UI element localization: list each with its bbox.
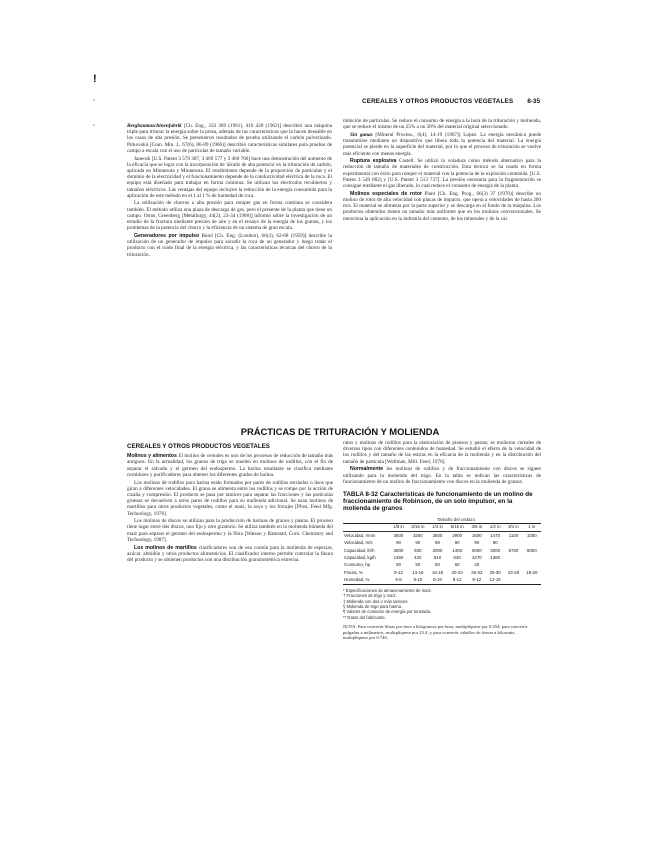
table-cell: 910 <box>433 554 442 560</box>
table-cell: 9-12 <box>394 569 403 575</box>
table-cell: 920 <box>414 547 422 553</box>
table-span-header: Tamaño del cedazo <box>436 516 476 522</box>
paragraph <box>127 156 332 199</box>
paragraph-lead: Generadores por impulso <box>134 232 200 239</box>
table-cell: Humedad, % <box>343 576 390 584</box>
table-cell: 50 <box>435 562 440 568</box>
table-cell <box>504 576 522 584</box>
table-cell: 60 <box>454 562 460 568</box>
paragraph-lead: Los molinos de martillos <box>134 544 197 551</box>
paragraph-text: Bond [Ch. Eng. (London), 66(3), 62-68 (1959)] describe la utilización de un generador de impulso para sacudir la roca de un generador y luego tratar el producto con el ruido final de la energía eléctrica, y las características técnicas del chorro de la trituración. <box>127 232 332 258</box>
paragraph <box>343 158 541 189</box>
running-head-title: CEREALES Y OTROS PRODUCTOS VEGETALES <box>362 98 514 105</box>
table-cell: Capacidad, kg/h <box>344 554 376 560</box>
table-cell: 8-10 <box>428 576 446 584</box>
table-cell: 23-28 <box>507 569 520 575</box>
footnote: § Molienda de trigo para harina. <box>343 604 403 610</box>
page-number: 8-35 <box>527 98 540 105</box>
table-header-cell: 1/4 in <box>428 523 446 531</box>
paragraph <box>127 233 332 258</box>
table-row <box>343 576 541 584</box>
table-cell: 25 <box>474 562 480 568</box>
table-body <box>343 532 541 585</box>
paragraph-text: Janecek [U.S. Patent 3 579 387, 3 469 577 y 3 460 706] hace una demostración del aumento de la eficacia que se logra con la incorporación de 'álcalis de alta potencia' en la trituración de carbón, aplicada en Minnesota y Minnesota. El rendimiento depende de la proporción de partículas y el dominio de la electricidad y el funcionamiento depende de la conductividad eléctrica de la roca. El equipo está diseñado para trabajar en forma continua. Se utilizan los electrodos recubiertos y tamaños eléctricos. Las ventajas del equipo incluyen la reducción de la energía consumida para la aplicación de este método en el 1 al 1 % de humedad de roca. <box>127 155 332 199</box>
footnote: ‡ Molienda con dos o más tamices. <box>343 598 409 604</box>
table-cell: 90 <box>492 540 498 546</box>
margin-mark: · <box>93 98 95 104</box>
table-header-cell: 1/2 in <box>486 523 504 531</box>
paragraph-text: [Mineral Process., 6(4), 14-19 (1967)] Lopez. La energía mecánica puede transmitirse mediante un dispositivo que libera toda la potencia del material. La energía potencial se pierde en la superficie del material, por lo que el proceso de trituración se vuelve más eficiente con menos energía. <box>343 131 542 157</box>
table-row <box>343 547 541 554</box>
table-cell: 2900 <box>452 532 463 538</box>
table-row <box>343 562 541 569</box>
paragraph <box>127 123 332 154</box>
table-cell: 1100 <box>508 532 519 538</box>
table-note: NOTA: Para convertir libras por hora a kilogramos por hora, multiplíquese por 0.454; para convertir pulgadas a milímetros, multiplíquese por 25.4; y para convertir caballos de fuerza a kilowatts, multiplíquese por 0.746. <box>343 624 528 641</box>
paragraph <box>343 132 541 157</box>
table-cell: 5700 <box>508 547 519 553</box>
table-cell: 2000 <box>432 547 443 553</box>
table-header-row <box>343 523 541 531</box>
table-header-cell: 5/16 in <box>447 523 468 531</box>
table-cell: 90 <box>435 540 440 546</box>
table-cell: 25-32 <box>471 569 483 575</box>
paragraph-text: Plant [Ch. Eng. Prog., 66(3) 37 (1970)] describe un molino de rotor de alta velocidad con placas de impacto, que opera a velocidades de hasta 200 m/s. El material se alimenta por la parte superior y se descarga en el fondo de la máquina. Los productos obtenidos tienen un tamaño más uniforme que en los molinos convencionales. Se menciona la aplicación en la industria del cemento, de los minerales y de la cal. <box>343 190 541 222</box>
running-head <box>362 98 540 105</box>
table-cell <box>523 576 541 584</box>
table-cell: 3500 <box>432 532 443 538</box>
table-cell: 25-30 <box>489 569 501 575</box>
table-cell: 90 <box>454 540 460 546</box>
table-header-cell: 3/16 in <box>407 523 428 531</box>
paragraph-lead: Normalmente <box>350 466 384 473</box>
paragraph-lead: Sin ganas <box>350 131 373 138</box>
footnote: † Fracciones de trigo y maíz. <box>343 593 397 599</box>
table-cell: 640 <box>453 554 461 560</box>
table-cell: Capacidad, lb/h <box>344 547 375 553</box>
footnote: ¶ Valores de consumo de energía por tonelada. <box>343 609 432 615</box>
table-cell: 1400 <box>452 547 463 553</box>
paragraph <box>127 518 333 543</box>
table-cell: 2270 <box>471 554 482 560</box>
paragraph-text: Los molinos de rodillos para harina están formados por pares de rodillos estriados o lisos que giran a diferentes velocidades. El grano se alimenta entre los rodillos y se rompe por la acción de cizalla y compresión. El producto se pasa por tamices para separar las fracciones y las partículas gruesas se devuelven a otros pares de rodillos para su molienda adicional. Se usan molinos de martillos para otros productos vegetales, como el maíz, la soya y los forrajes [Pfost, Feed Mfg. Technology, 1976]. <box>127 479 333 517</box>
paragraph <box>343 466 541 485</box>
table-cell: 1470 <box>490 532 501 538</box>
table-cell <box>504 540 522 547</box>
table-cell: 3000 <box>490 547 501 553</box>
paragraph-text: La utilización de chorros a alta presión para romper gas en forma continua se considera también. El método utiliza una plaza de descarga de gas, pero el presente de la planta que tiene un campo. Otros, Greenberg [Metallurgy, 44(2), 23-34 (1968)] informó sobre la investigación de un estudio de la fractura mediante presión de aire y en el ensayo de la energía de los granos, y los problemas de la potencia del chorro y la eficiencia de un sistema de gran escala. <box>127 200 332 232</box>
table-header-cell: 1 in <box>523 523 541 531</box>
table-header-cell: 3/4 in <box>504 523 522 531</box>
paragraph-text: Los molinos de discos se utilizan para la producción de harinas de granos y pastas. El proceso tiene lugar entre dos discos, uno fijo y otro giratorio. Se utiliza también en la molienda húmeda del maíz para separar el germen del endospermo y la fibra [Watson y Ramstad, Corn: Chemistry and Technology, 1987]. <box>127 518 333 543</box>
paragraph <box>127 200 332 231</box>
table-cell: 90 <box>474 540 480 546</box>
subsection-heading: CEREALES Y OTROS PRODUCTOS VEGETALES <box>127 443 270 450</box>
table-cell <box>486 562 504 569</box>
footnote: * Especificaciones de almacenamiento de maíz. <box>343 587 432 593</box>
table-cell: 9-12 <box>468 576 486 584</box>
table-cell: 90 <box>396 540 401 546</box>
paragraph-text: mitución de partículas. Se reduce el consumo de energía a la hora de la trituración y molienda, que se reduce el mismo de un 25% a un 30% del material original seleccionado. <box>343 118 541 131</box>
paragraph-lead: Ruptura explosiva <box>350 158 397 165</box>
table-header-cell: 3/8 in <box>468 523 486 531</box>
paragraph <box>127 480 333 517</box>
paragraph-text: los molinos de rodillos y de fraccionamiento con discos se siguen utilizando para la molienda del trigo. En la tabla se indican las características de funcionamiento de un molino de fraccionamiento con discos en la molienda de granos. <box>343 466 541 485</box>
table-cell: 9000 <box>526 547 537 553</box>
table-row <box>343 569 541 576</box>
table-cell: 60 <box>396 562 401 568</box>
paragraph <box>127 545 333 564</box>
table-footnotes <box>343 588 541 620</box>
table-row <box>343 540 541 547</box>
table-cell: 14-16 <box>412 569 424 575</box>
table-cell: 18-20 <box>526 569 538 575</box>
table-cell: Consumo, hp <box>344 562 371 568</box>
footnote: ** Datos del fabricante. <box>343 614 386 620</box>
paragraph <box>127 453 333 478</box>
table-cell: 50 <box>415 562 421 568</box>
table-header-cell <box>343 523 390 531</box>
table-cell: Finura, % <box>344 569 363 575</box>
table-cell: 1600 <box>471 532 482 538</box>
paragraph-text: ratos y molinos de rodillos para la elaboración de piensos y pastas; se molieron cereales de diversos tipos con diferentes contenidos de humedad. Se estudió el efecto de la velocidad de los rodillos y del tamaño de las estrías en la eficacia de la molienda y en la distribución del tamaño de partícula [Wellman, Mill. Feed, 1976]. <box>343 440 541 465</box>
table-cell <box>523 540 541 547</box>
table-cell <box>504 554 522 561</box>
paragraph-lead: Bergbaumaschinenfabrik <box>127 123 182 129</box>
table-cell: 8-12 <box>447 576 468 584</box>
paragraph <box>343 191 541 222</box>
table-cell: 3000 <box>393 547 404 553</box>
table-row <box>343 554 541 561</box>
text-column-top-right <box>343 118 541 223</box>
text-column-bottom-left <box>127 444 333 565</box>
section-title: PRÁCTICAS DE TRITURACIÓN Y MOLIENDA <box>240 426 440 437</box>
margin-mark: · <box>93 123 95 129</box>
text-column-top-left <box>127 123 332 259</box>
table-cell: 15-18 <box>431 569 444 575</box>
paragraph-text: clasificadores son de uso común para la molienda de especias, azúcar, almidón y otros productos alimenticios. El clasificador interno permite controlar la finura del producto y se obtienen productos con una distribución granulométrica estrecha. <box>127 544 333 563</box>
paragraph-lead: Molinos y alimentos <box>127 453 177 460</box>
table-row <box>343 532 541 540</box>
table-cell: Velocidad, r/min <box>344 532 376 538</box>
table-cell: 3250 <box>412 532 423 538</box>
paragraph-text: Castell. Se utilizó la voladura como método alternativo para la reducción de tamaño de materiales de construcción. Esta técnica se ha usado en forma experimental con éxito para romper el material con la potencia de la explosión contenida. [U.S. Patent 3 549 082] y [U.S. Patent 3 513 737]. La presión necesaria para la fragmentación se consigue mediante el gas liberado, lo cual reduce el consumo de energía de la planta. <box>343 158 541 190</box>
table-cell: 3500 <box>393 532 404 538</box>
text-column-bottom-right <box>343 440 541 641</box>
table-cell: 9-10 <box>407 576 428 584</box>
table-cell <box>523 554 541 561</box>
table-cell: 1360 <box>393 554 404 560</box>
table-header-cell: 1/8 in <box>390 523 408 531</box>
paragraph-lead: Molinos especiales de rotor <box>350 190 423 197</box>
data-table <box>343 523 541 585</box>
margin-mark: ! <box>93 73 97 85</box>
table-cell: 1360 <box>490 554 501 560</box>
table-cell <box>504 562 522 569</box>
paragraph <box>343 440 541 465</box>
paragraph-text: El molino de cereales es uno de los procesos de reducción de tamaño más antiguos. En la actualidad, los granos de trigo se muelen en molinos de rodillos, con el fin de separar el salvado y el germen del endospermo. La harina resultante se clasifica mediante cernidores y purificadores para obtener los diferentes grados de harina. <box>127 453 334 478</box>
table-cell: 1000 <box>526 532 537 538</box>
table-cell: 90 <box>415 540 421 546</box>
table-cell: 420 <box>414 554 422 560</box>
paragraph-text: [Ch. Eng., 333 369 (1961), 410 420 (1962)] describió una máquina triple para triturar la energía sobre la presa, además de las características que la hacen deseable en los casos de alta presión. Se presentaron resultados de prueba utilizando el carbón pulverizado. Pirkovskii [Coin. Min. J., 67(6), 86-89 (1966)] describió características similares para pruebas de campo a escala con el uso de partículas de tamaño variable. <box>127 123 332 154</box>
table-cell: 5-8 <box>390 576 408 584</box>
table-cell <box>523 562 541 569</box>
table-cell: 12-15 <box>486 576 504 584</box>
table-cell: 5000 <box>471 547 482 553</box>
table-cell: 20-24 <box>451 569 463 575</box>
paragraph <box>343 118 541 130</box>
table-cell: Velocidad, m/s <box>344 540 373 546</box>
table-title: TABLA 8-32 Características de funcionamiento de un molino de fraccionamiento de Robinson, de un solo impulsor, en la molienda de granos <box>343 490 533 513</box>
